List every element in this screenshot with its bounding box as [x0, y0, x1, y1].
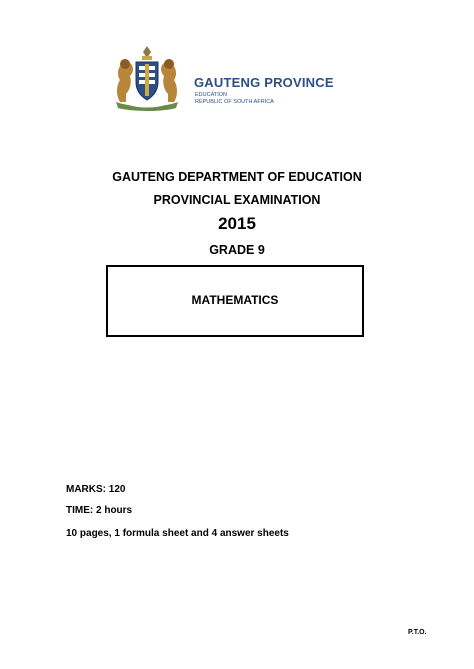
grade-label: GRADE 9	[209, 243, 265, 257]
pto-label: P.T.O.	[408, 629, 427, 636]
logo-republic: REPUBLIC OF SOUTH AFRICA	[195, 99, 274, 105]
logo-education: EDUCATION	[195, 92, 227, 98]
department-title: GAUTENG DEPARTMENT OF EDUCATION	[112, 170, 362, 184]
coat-of-arms-icon	[104, 42, 190, 112]
pages-text: 10 pages, 1 formula sheet and 4 answer sheets	[66, 528, 289, 539]
logo-name: GAUTENG PROVINCE	[194, 75, 334, 90]
subject-box	[106, 265, 364, 337]
marks-text: MARKS: 120	[66, 484, 126, 495]
subject-title: MATHEMATICS	[191, 293, 279, 307]
gauteng-logo	[104, 42, 334, 112]
exam-title: PROVINCIAL EXAMINATION	[153, 193, 321, 207]
exam-year: 2015	[218, 214, 256, 233]
time-text: TIME: 2 hours	[66, 505, 133, 516]
